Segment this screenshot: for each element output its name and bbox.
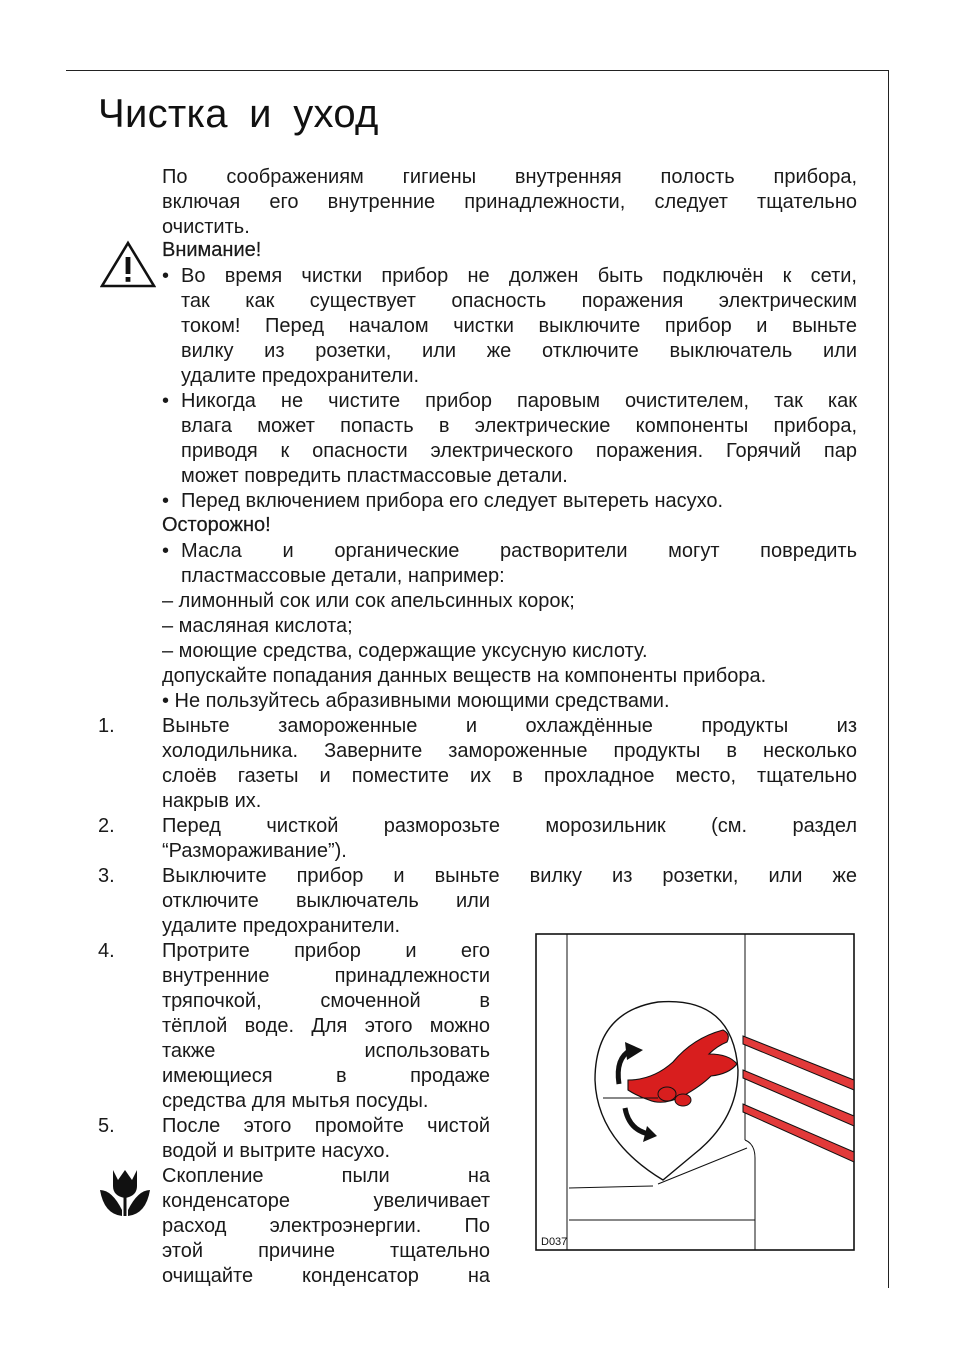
cleaning-illustration [533,930,857,1254]
intro-line: очистить. [162,216,250,238]
caution-dash-item: – моющие средства, содержащие уксусную кислоту. [162,640,648,662]
caution-bullet-2: • Не пользуйтесь абразивными моющими средствами. [162,690,670,712]
step-1-line: Выньте замороженные и охлаждённые продукты из [162,715,857,737]
intro-line: включая его внутренние принадлежности, следует тщательно [162,191,857,213]
step-number: 3. [98,865,115,887]
caution-note: допускайте попадания данных веществ на компоненты прибора. [162,665,767,687]
step-1-line: накрыв их. [162,790,262,812]
step-4-line: имеющиеся в продаже [162,1065,490,1087]
step-number: 2. [98,815,115,837]
environment-tulip-icon [98,1166,152,1218]
caution-bullet-1-line: Масла и органические растворители могут повредить [181,540,857,562]
step-1-line: слоёв газеты и поместите их в прохладное место, тщательно [162,765,857,787]
step-5-line: водой и вытрите насухо. [162,1140,391,1162]
step-2-line: Перед чисткой разморозьте морозильник (см. раздел [162,815,857,837]
warning-bullet-2-line: Никогда не чистите прибор паровым очистителем, так как [181,390,857,412]
eco-line: этой причине тщательно [162,1240,490,1262]
warning-bullet-2-line: приводя к опасности электрического поражения. Горячий пар [181,440,857,462]
warning-bullet-2-line: может повредить пластмассовые детали. [181,465,568,487]
step-2-line: “Размораживание”). [162,840,347,862]
bullet-dot: • [162,390,170,412]
warning-bullet-1-line: Во время чистки прибор не должен быть подключён к сети, [181,265,857,287]
step-1-line: холодильника. Заверните замороженные продукты в несколько [162,740,857,762]
eco-line: конденсаторе увеличивает [162,1190,490,1212]
step-4-line: средства для мытья посуды. [162,1090,429,1112]
warning-heading: Внимание! [162,239,262,261]
warning-bullet-1-line: так как существует опасность поражения электрическим [181,290,857,312]
step-number: 4. [98,940,115,962]
warning-bullet-2-line: влага может попасть в электрические компоненты прибора, [181,415,857,437]
step-4-line: тёплой воде. Для этого можно [162,1015,490,1037]
caution-dash-item: – лимонный сок или сок апельсинных корок; [162,590,575,612]
warning-bullet-1-line: вилку из розетки, или же отключите выключатель или [181,340,857,362]
intro-line: По соображениям гигиены внутренняя полость прибора, [162,166,857,188]
step-3-line: удалите предохранители. [162,915,401,937]
figure-code: D037 [541,1236,568,1248]
right-rule [888,70,889,1288]
eco-line: очищайте конденсатор на [162,1265,490,1287]
warning-bullet-1-line: удалите предохранители. [181,365,420,387]
eco-line: Скопление пыли на [162,1165,490,1187]
step-4-line: тряпочкой, смоченной в [162,990,490,1012]
step-3-line: Выключите прибор и выньте вилку из розетки, или же [162,865,857,887]
top-rule [66,70,889,71]
warning-bullet-1-line: током! Перед началом чистки выключите прибор и выньте [181,315,857,337]
bullet-dot: • [162,540,170,562]
step-number: 1. [98,715,115,737]
page-title: Чистка и уход [98,92,379,136]
step-4-line: Протрите прибор и его [162,940,490,962]
step-4-line: внутренние принадлежности [162,965,490,987]
bullet-dot: • [162,490,170,512]
warning-bullet-3: Перед включением прибора его следует вытереть насухо. [181,490,724,512]
step-4-line: также использовать [162,1040,490,1062]
step-3-line: отключите выключатель или [162,890,490,912]
caution-bullet-1-line: пластмассовые детали, например: [181,565,505,587]
caution-dash-item: – масляная кислота; [162,615,353,637]
step-5-line: После этого промойте чистой [162,1115,490,1137]
step-number: 5. [98,1115,115,1137]
eco-line: расход электроэнергии. По [162,1215,490,1237]
caution-heading: Осторожно! [162,514,271,536]
warning-triangle-icon [100,240,156,288]
bullet-dot: • [162,265,170,287]
